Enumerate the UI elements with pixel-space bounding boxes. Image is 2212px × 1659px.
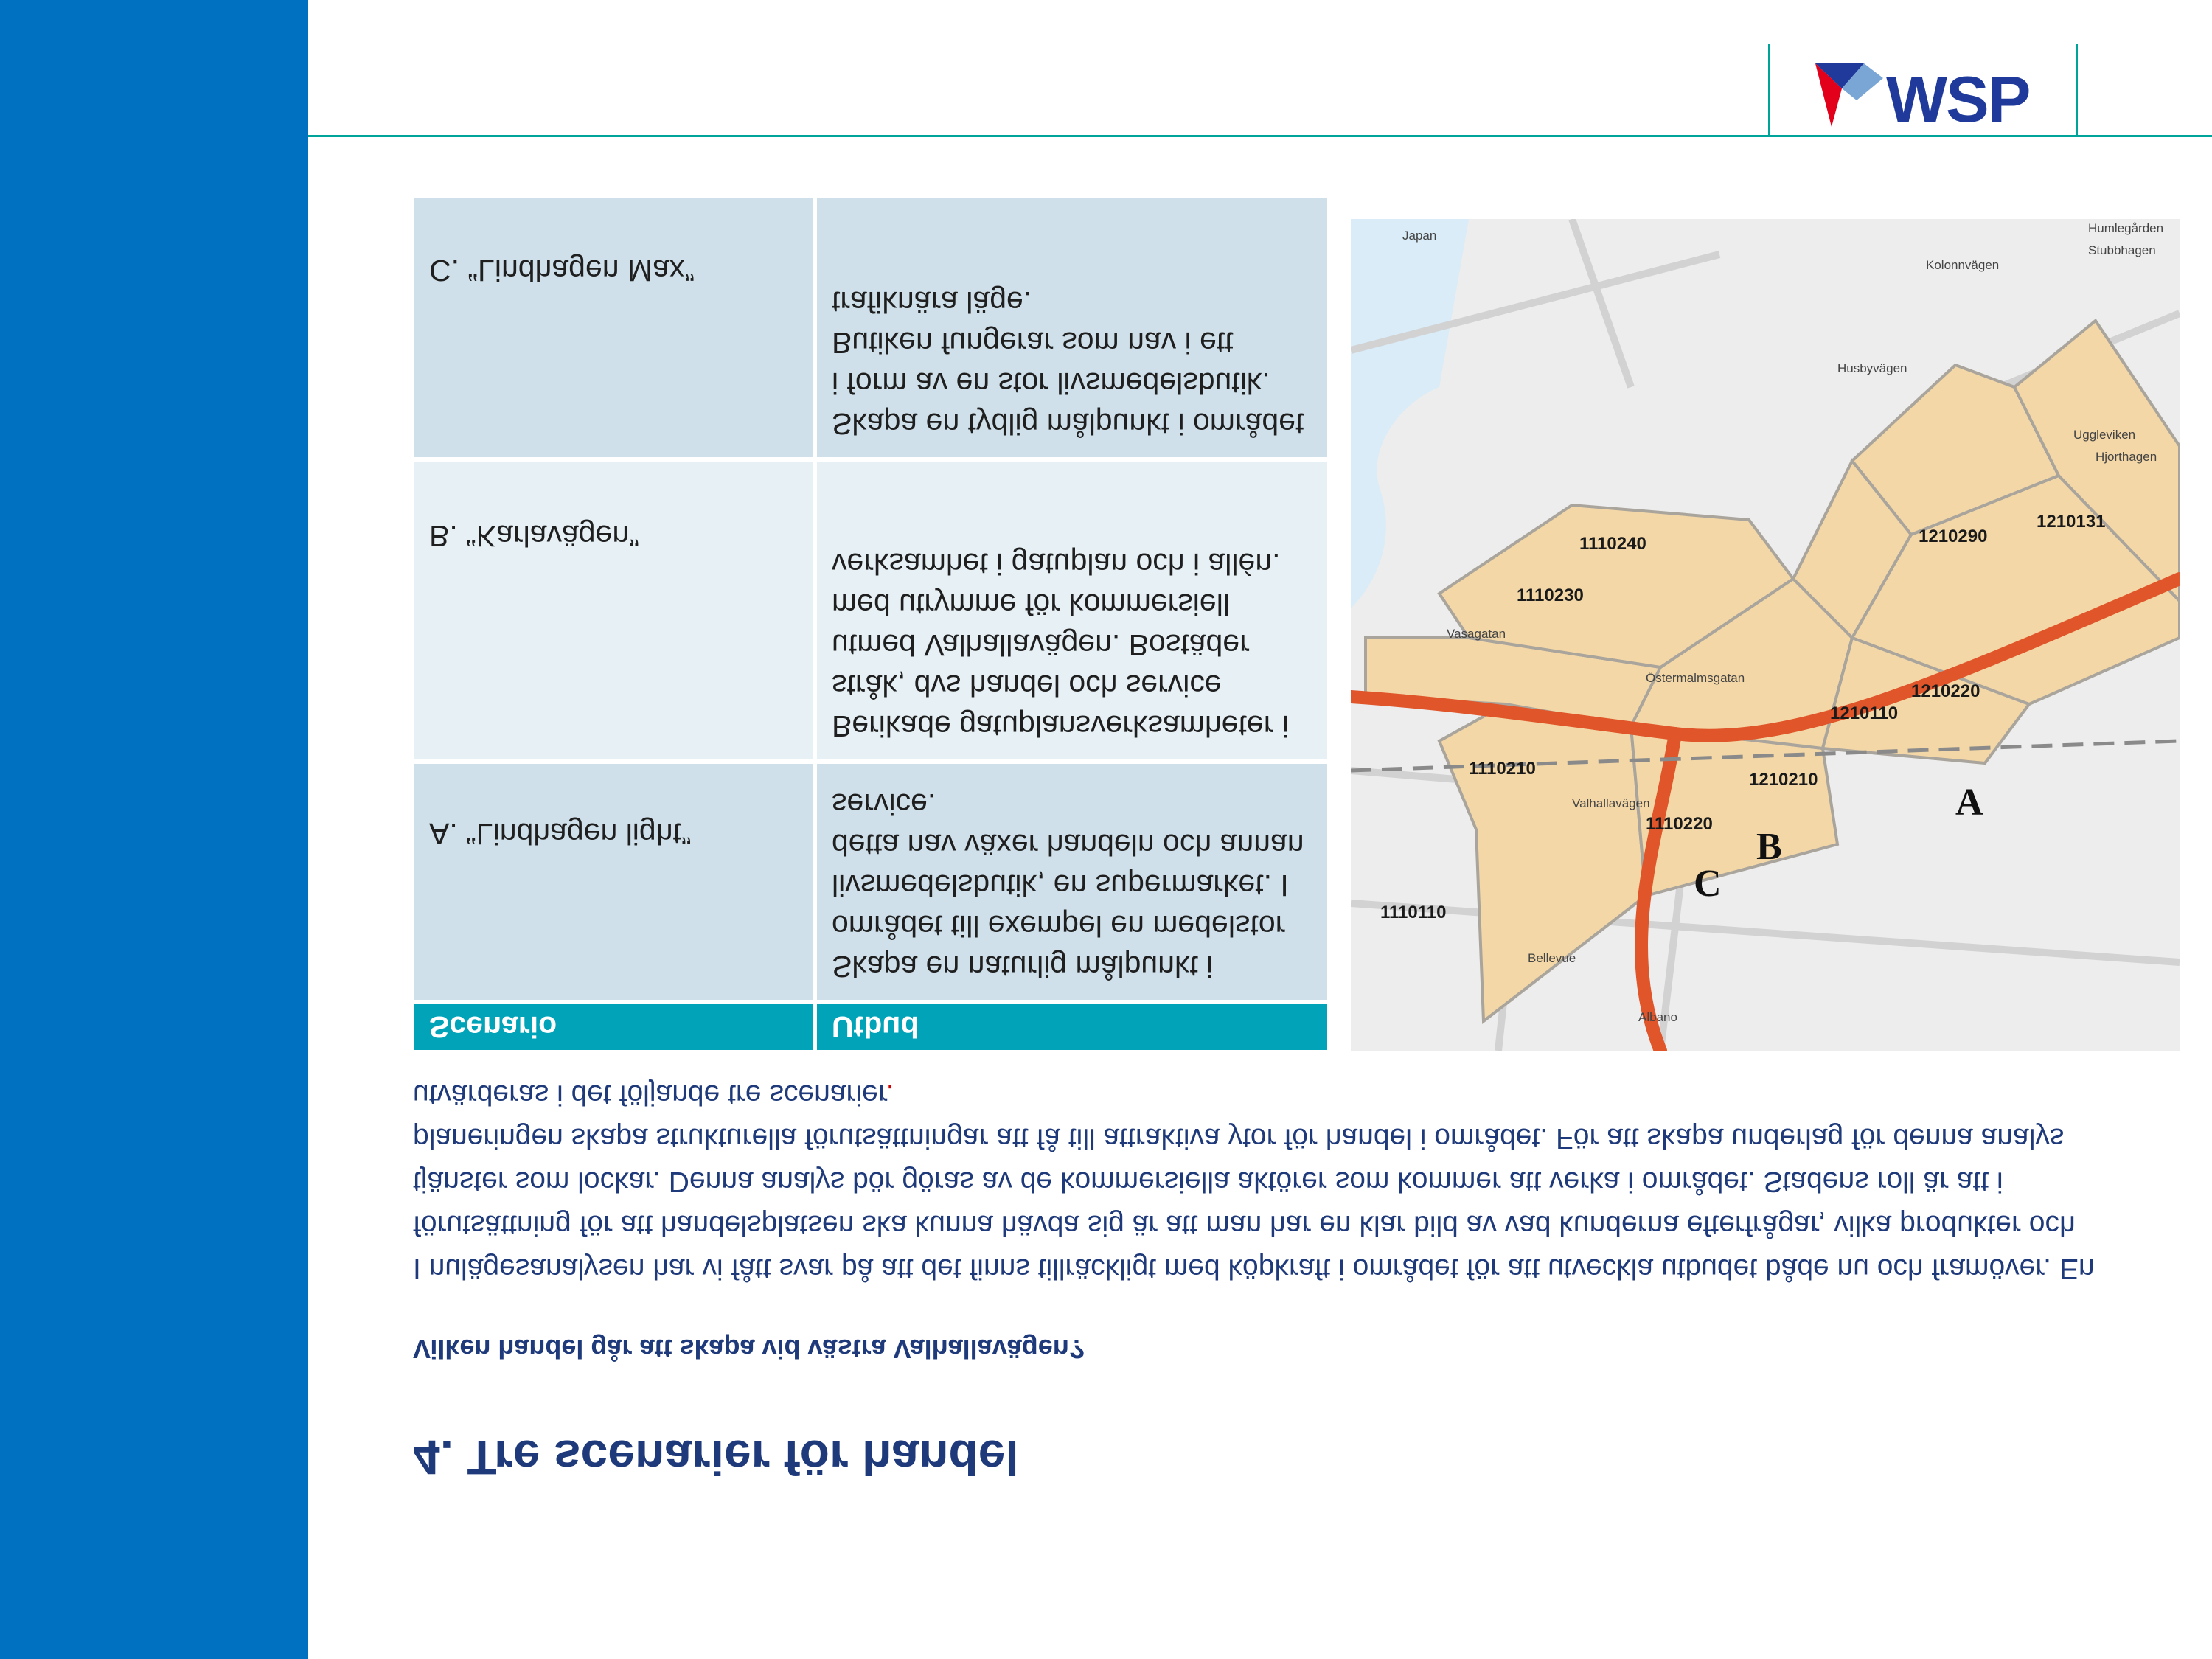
zone-label: 1110220 bbox=[1646, 814, 1713, 834]
zone-label: 1110230 bbox=[1517, 585, 1584, 605]
wsp-logo bbox=[1812, 56, 2034, 136]
scenario-name: B. “Karlavägen” bbox=[429, 519, 639, 553]
wsp-logo-icon bbox=[1812, 56, 1893, 130]
street-label: Japan bbox=[1402, 229, 1437, 243]
zone-label: 1110110 bbox=[1380, 902, 1447, 922]
table-row bbox=[414, 198, 1327, 457]
scenario-name: A. “Lindhagen light” bbox=[429, 817, 692, 851]
street-label: Kolonnvägen bbox=[1926, 258, 2000, 272]
street-label: Stubbhagen bbox=[2088, 243, 2156, 257]
logo-text: WSP bbox=[1886, 63, 2030, 136]
street-label: Uggleviken bbox=[2073, 428, 2136, 442]
slide-title: 4. Tre scenarier för handel bbox=[413, 1430, 1019, 1485]
scenario-name: C. “Lindhagen Max” bbox=[429, 254, 695, 288]
body-text: I nulägesanalysen har vi fått svar på att det finns tillräckligt med köpkraft i området för att utveckla utbudet både nu och framöver. En förutsättning för att handelsplatsen ska kunna hävda sig är att man har en klar bild av vad kunderna efterfrågar, vilka produkter och tjänster som lockar. Denna analys bör göras av de kommersiella aktörer som kommer att verka i området. Stadens roll är att i planeringen skapa strukturella förutsättningar att få till attraktiva ytor för handel i området. För att skapa underlag för denna analys utvärderas i det följande tre scenarier bbox=[413, 1079, 2095, 1284]
offer-cell: Berikade gatuplansverksamheter i stråk, dvs handel och service utmed Valhallavägen. Bostäder med utrymme för kommersiell verksamhet i gatuplan och i allén. bbox=[817, 462, 1327, 759]
street-label: Humlegården bbox=[2088, 221, 2164, 235]
marker-c: C bbox=[1694, 863, 1722, 905]
street-label: Vasagatan bbox=[1447, 627, 1506, 641]
zone-label: 1110240 bbox=[1579, 534, 1646, 554]
street-label: Bellevue bbox=[1528, 951, 1576, 965]
table-row bbox=[414, 462, 1327, 759]
slide-subtitle: Vilken handel går att skapa vid västra Valhallavägen? bbox=[413, 1334, 1085, 1364]
scenario-cell bbox=[414, 198, 813, 457]
sidebar-band bbox=[0, 0, 308, 1659]
street-label: Albano bbox=[1638, 1010, 1677, 1024]
zone-label: 1210131 bbox=[2037, 512, 2106, 532]
street-label: Valhallavägen bbox=[1572, 796, 1650, 810]
scenario-cell bbox=[414, 462, 813, 759]
table-row bbox=[414, 764, 1327, 1000]
marker-b: B bbox=[1756, 826, 1782, 868]
marker-a: A bbox=[1955, 782, 1983, 824]
header-scenario: Scenario bbox=[414, 1004, 813, 1050]
scenario-table bbox=[410, 193, 1332, 1054]
header-offer: Utbud bbox=[817, 1004, 1327, 1050]
scenario-cell bbox=[414, 764, 813, 1000]
street-label: Husbyvägen bbox=[1837, 361, 1907, 375]
street-label: Östermalmsgatan bbox=[1646, 671, 1745, 685]
body-end-dot: . bbox=[886, 1079, 894, 1110]
map-svg bbox=[1351, 219, 2180, 1051]
zone-label: 1110210 bbox=[1469, 759, 1536, 779]
zone-label: 1210220 bbox=[1911, 681, 1980, 701]
street-label: Hjorthagen bbox=[2096, 450, 2157, 464]
body-paragraph bbox=[413, 1073, 2131, 1290]
zone-label: 1210290 bbox=[1919, 526, 1988, 546]
offer-cell: Skapa en tydlig målpunkt i området i form av en stor livsmedelsbutik. Butiken fungerar som nav i ett trafiknära läge. bbox=[817, 198, 1327, 457]
zone-label: 1210110 bbox=[1830, 703, 1899, 723]
zone-label: 1210210 bbox=[1749, 770, 1818, 790]
area-map bbox=[1351, 219, 2180, 1051]
table-header-row bbox=[414, 1004, 1327, 1050]
offer-cell: Skapa en naturlig målpunkt i området till exempel en medelstor livsmedelsbutik, en supermarket. I detta nav växer handeln och annan service. bbox=[817, 764, 1327, 1000]
